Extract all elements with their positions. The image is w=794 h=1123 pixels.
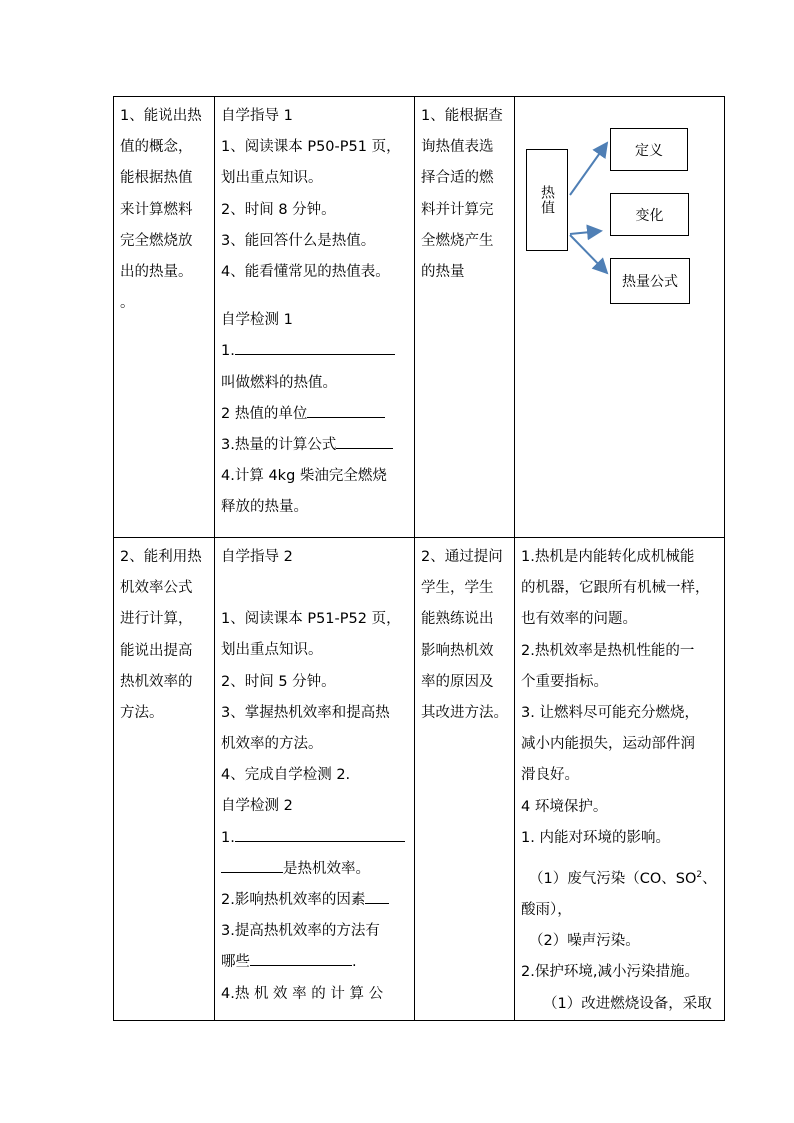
goal-line: 择合适的燃 — [421, 170, 494, 187]
goal-line: 能熟练说出 — [421, 611, 494, 628]
arrow-to-heat-formula — [570, 235, 607, 273]
answer-blank[interactable] — [221, 856, 283, 873]
objective-line: 2、能利用热 — [120, 549, 202, 565]
goal-line: 其改进方法。 — [421, 705, 508, 722]
answer-blank[interactable] — [307, 401, 385, 418]
check-question-4: 4.计算 4kg 柴油完全燃烧 — [221, 468, 387, 485]
note-line: 1.热机是内能转化成机械能 — [521, 549, 695, 565]
objective-cell — [114, 97, 215, 538]
objective-line: 方法。 — [120, 705, 164, 722]
objective-line: 。 — [120, 295, 135, 312]
guide-item: 4、能看懂常见的热值表。 — [221, 264, 390, 281]
answer-blank[interactable] — [365, 887, 389, 904]
guide-item: 1、阅读课本 P51-P52 页， — [221, 611, 401, 628]
goal-line: 的热量 — [421, 264, 465, 281]
goal-cell — [415, 538, 515, 1021]
objective-line: 热机效率的 — [120, 673, 193, 690]
note-line: 滑良好。 — [521, 767, 579, 784]
objective-line: 能说出提高 — [120, 642, 193, 659]
objective-line: 能根据热值 — [120, 170, 193, 187]
table-row — [114, 538, 725, 1021]
check-question-1-suffix: 是热机效率。 — [221, 854, 409, 885]
note-line: 的机器，它跟所有机械一样， — [521, 580, 710, 597]
note-line: 1. 内能对环境的影响。 — [521, 829, 670, 846]
goal-line: 全燃烧产生 — [421, 232, 494, 249]
guide-title: 自学指导 1 — [221, 108, 293, 124]
guide-item: 2、时间 5 分钟。 — [221, 673, 336, 690]
diagram-cell — [515, 97, 725, 538]
objective-line: 出的热量。 — [120, 264, 193, 281]
objective-line: 完全燃烧放 — [120, 232, 193, 249]
goal-line: 2、通过提问 — [421, 549, 503, 565]
goal-line: 学生，学生 — [421, 580, 494, 597]
note-line: 也有效率的问题。 — [521, 611, 637, 628]
objective-line: 来计算燃料 — [120, 201, 193, 218]
heat-value-box: 热值 — [526, 149, 568, 251]
note-line: 减小内能损失，运动部件润 — [521, 736, 695, 753]
goal-cell — [415, 97, 515, 538]
change-box: 变化 — [610, 193, 689, 236]
answer-blank[interactable] — [235, 825, 405, 842]
guide-item: 3、掌握热机效率和提高热 — [221, 704, 390, 721]
check-question-4: 4.热 机 效 率 的 计 算 公 — [221, 985, 384, 1002]
note-line: 个重要指标。 — [521, 673, 608, 690]
note-line: 4 环境保护。 — [521, 798, 608, 815]
objective-line: 值的概念， — [120, 139, 193, 156]
guide-cell — [215, 538, 415, 1021]
note-pollution-noise: （2）噪声污染。 — [529, 933, 640, 950]
table-row — [114, 97, 725, 538]
check-question-4: 释放的热量。 — [221, 499, 308, 516]
guide-item: 4、完成自学检测 2. — [221, 767, 351, 784]
note-pollution-gas-line2: 酸雨）， — [521, 902, 572, 919]
note-pollution-gas: （1）废气污染（CO、$SO^2$、 — [529, 870, 717, 887]
guide-item: 2、时间 8 分钟。 — [221, 201, 336, 218]
arrow-to-change — [570, 231, 601, 234]
check-question-3-line2: 哪些 . — [221, 947, 409, 978]
lesson-plan-table — [113, 96, 725, 1021]
check-question-2: 2.影响热机效率的因素 — [221, 885, 409, 916]
guide-title: 自学指导 2 — [221, 549, 293, 565]
goal-line: 料并计算完 — [421, 201, 494, 218]
note-line: 2.热机效率是热机性能的一 — [521, 642, 695, 659]
check-question-3: 3.提高热机效率的方法有 — [221, 923, 380, 940]
note-measures-1: （1）改进燃烧设备，采取 — [543, 995, 712, 1012]
guide-item: 划出重点知识。 — [221, 642, 323, 659]
goal-line: 影响热机效 — [421, 642, 494, 659]
objective-line: 进行计算， — [120, 611, 193, 628]
check-title: 自学检测 2 — [221, 798, 293, 815]
definition-box: 定义 — [610, 128, 688, 171]
answer-blank[interactable] — [235, 338, 395, 355]
check-question-1-suffix: 叫做燃料的热值。 — [221, 374, 337, 391]
guide-item: 划出重点知识。 — [221, 170, 323, 187]
heat-formula-box: 热量公式 — [610, 258, 690, 304]
goal-line: 率的原因及 — [421, 673, 494, 690]
objective-line: 1、能说出热 — [120, 108, 202, 124]
goal-line: 询热值表选 — [421, 139, 494, 156]
guide-item: 机效率的方法。 — [221, 736, 323, 753]
guide-item: 3、能回答什么是热值。 — [221, 232, 376, 249]
answer-blank[interactable] — [250, 949, 352, 966]
notes-cell — [515, 538, 725, 1021]
check-question-2: 2 热值的单位 — [221, 399, 409, 430]
note-measures: 2.保护环境,减小污染措施。 — [521, 964, 699, 981]
answer-blank[interactable] — [336, 432, 393, 449]
objective-cell — [114, 538, 215, 1021]
goal-line: 1、能根据查 — [421, 108, 503, 124]
guide-cell — [215, 97, 415, 538]
objective-line: 机效率公式 — [120, 580, 193, 597]
guide-item: 1、阅读课本 P50-P51 页， — [221, 139, 401, 156]
arrow-to-definition — [570, 143, 607, 195]
check-question-1: 1. — [221, 336, 409, 367]
check-question-1: 1. — [221, 823, 409, 854]
check-title: 自学检测 1 — [221, 312, 293, 329]
concept-diagram — [515, 97, 724, 337]
note-line: 3. 让燃料尽可能充分燃烧， — [521, 705, 699, 722]
check-question-3: 3.热量的计算公式 — [221, 430, 409, 461]
